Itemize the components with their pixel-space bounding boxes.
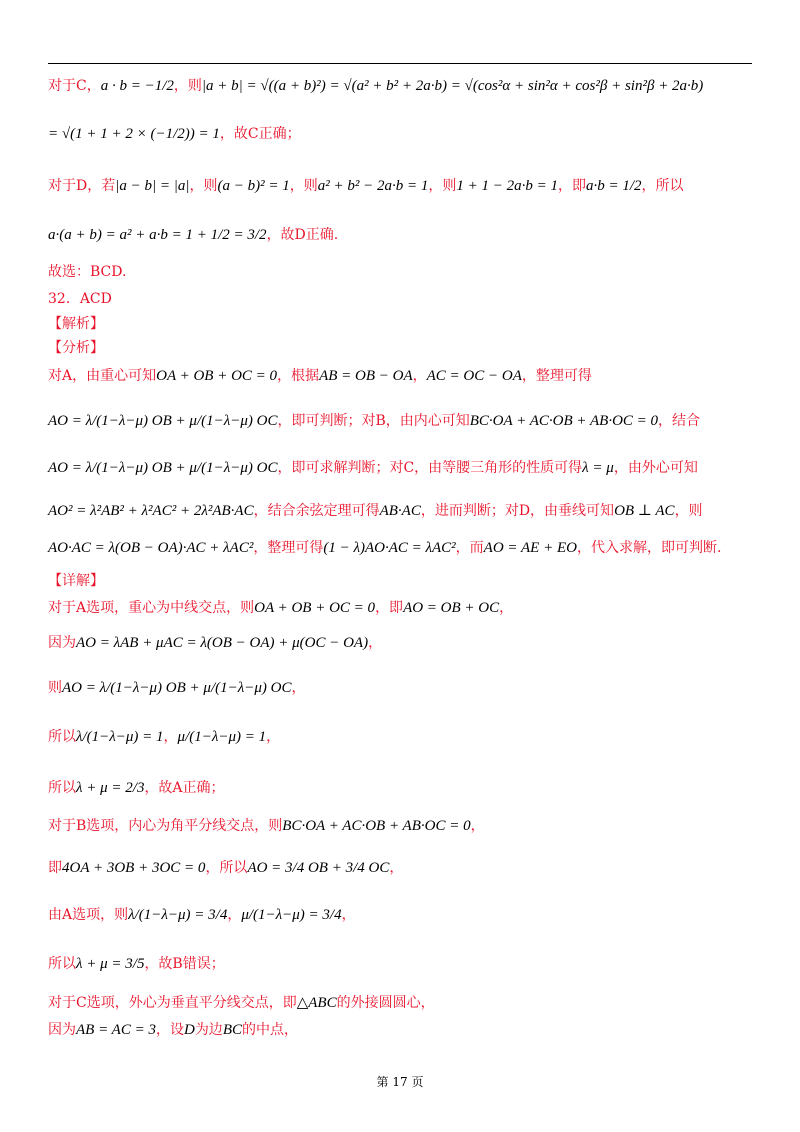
detail-line-c1 xyxy=(48,993,435,1013)
detail-line-b1 xyxy=(48,816,485,836)
section-fenxi xyxy=(48,338,104,358)
math: AO = λAB + μAC = λ(OB − OA) + μ(OC − OA) xyxy=(76,635,369,651)
text: 对于C选项，外心为垂直平分线交点，即 xyxy=(48,995,297,1011)
detail-line-a1 xyxy=(48,598,513,618)
text: ， xyxy=(470,818,485,834)
text: ，即 xyxy=(557,178,586,194)
math: BC xyxy=(222,1022,242,1038)
text: ， xyxy=(266,729,281,745)
text: 对于D，若 xyxy=(48,178,116,194)
text: ，故D正确. xyxy=(266,227,339,243)
analysis-line-d xyxy=(48,538,721,558)
text: ， xyxy=(389,860,404,876)
text: ，由外心可知 xyxy=(613,460,698,476)
math: AO = λ/(1−λ−μ) OB + μ/(1−λ−μ) OC xyxy=(48,413,278,429)
text: ，则 xyxy=(428,178,457,194)
text: ，所以 xyxy=(205,860,248,876)
math: λ/(1−λ−μ) = 1 xyxy=(76,729,164,745)
math: BC·OA + AC·OB + AB·OC = 0 xyxy=(282,818,471,834)
math: AO² = λ²AB² + λ²AC² + 2λ²AB·AC xyxy=(48,503,254,519)
math: OB ⊥ AC xyxy=(614,503,675,519)
math: = √(1 + 1 + 2 × (−1/2)) = 1 xyxy=(48,126,220,142)
math: AB = AC = 3 xyxy=(76,1022,156,1038)
text: 为边 xyxy=(194,1022,223,1038)
text: ，则 xyxy=(189,178,218,194)
text: ， xyxy=(227,907,242,923)
text: 所以 xyxy=(48,729,76,745)
math: λ + μ = 3/5 xyxy=(76,956,145,972)
math: AB·AC xyxy=(379,503,421,519)
text: 【解析】 xyxy=(48,316,104,332)
text: 由A选项，则 xyxy=(48,907,129,923)
math: OA + OB + OC = 0 xyxy=(156,368,278,384)
math: μ/(1−λ−μ) = 1 xyxy=(177,729,267,745)
section-jiexi xyxy=(48,314,104,334)
math: AO = λ/(1−λ−μ) OB + μ/(1−λ−μ) OC xyxy=(48,460,278,476)
math: λ/(1−λ−μ) = 3/4 xyxy=(128,907,228,923)
text: ，则 xyxy=(674,503,703,519)
solution-line-c-result xyxy=(48,124,301,144)
math: μ/(1−λ−μ) = 3/4 xyxy=(241,907,342,923)
math: a² + b² − 2a·b = 1 xyxy=(317,178,429,194)
math: a·(a + b) = a² + a·b = 1 + 1/2 = 3/2 xyxy=(48,227,267,243)
text: ，而 xyxy=(455,540,484,556)
text: 的中点， xyxy=(241,1022,298,1038)
detail-line-b2 xyxy=(48,858,403,878)
text: 【详解】 xyxy=(48,573,104,589)
text: ，即 xyxy=(375,600,404,616)
text: ，故C正确； xyxy=(219,126,301,142)
text: ，即可判断；对B，由内心可知 xyxy=(277,413,470,429)
math: |a + b| = √((a + b)²) = √(a² + b² + 2a·b) = √(cos²α + sin²α + cos²β + sin²β + 2a·b) xyxy=(201,78,704,94)
text: 对于A选项，重心为中线交点，则 xyxy=(48,600,255,616)
solution-line-d-result xyxy=(48,225,338,245)
math: AB = OB − OA xyxy=(319,368,413,384)
text: ， xyxy=(368,635,383,651)
solution-line-c xyxy=(48,76,703,96)
math: AO = 3/4 OB + 3/4 OC xyxy=(247,860,390,876)
math: AO = OB + OC xyxy=(403,600,500,616)
answer-line xyxy=(48,262,126,282)
math: |a − b| = |a| xyxy=(115,178,190,194)
math: 1 + 1 − 2a·b = 1 xyxy=(456,178,558,194)
header-rule xyxy=(48,63,752,64)
text: 所以 xyxy=(48,780,76,796)
text: ，进而判断；对D，由垂线可知 xyxy=(420,503,615,519)
math: 4OA + 3OB + 3OC = 0 xyxy=(62,860,206,876)
analysis-line-c2 xyxy=(48,501,703,521)
math: AO·AC = λ(OB − OA)·AC + λAC² xyxy=(48,540,254,556)
page-number: 第 17 页 xyxy=(376,1075,424,1089)
text: ，设 xyxy=(155,1022,184,1038)
solution-line-d xyxy=(48,176,684,196)
text: ，代入求解，即可判断. xyxy=(576,540,722,556)
text: 的外接圆圆心， xyxy=(336,995,435,1011)
text: ， xyxy=(499,600,514,616)
detail-line-b3 xyxy=(48,905,356,925)
math: AO = AE + EO xyxy=(483,540,577,556)
detail-line-a3 xyxy=(48,678,305,698)
text: 32．ACD xyxy=(48,291,112,307)
section-xiangjie xyxy=(48,571,104,591)
text: 所以 xyxy=(48,956,76,972)
math: AO = λ/(1−λ−μ) OB + μ/(1−λ−μ) OC xyxy=(62,680,292,696)
detail-line-c2 xyxy=(48,1020,298,1040)
text: ，故B错误； xyxy=(144,956,225,972)
text: ，故A正确； xyxy=(144,780,225,796)
text: ，根据 xyxy=(277,368,320,384)
detail-line-a4 xyxy=(48,727,280,747)
text: ， xyxy=(163,729,178,745)
text: ， xyxy=(412,368,427,384)
text: 因为 xyxy=(48,1022,76,1038)
math: BC·OA + AC·OB + AB·OC = 0 xyxy=(469,413,659,429)
math: a · b = −1/2 xyxy=(100,78,174,94)
math: AC = OC − OA xyxy=(426,368,522,384)
text: 则 xyxy=(48,680,62,696)
text: ，所以 xyxy=(641,178,684,194)
text: ， xyxy=(341,907,356,923)
text: 对于B选项，内心为角平分线交点，则 xyxy=(48,818,283,834)
text: 对于C， xyxy=(48,78,101,94)
text: ， xyxy=(291,680,306,696)
detail-line-a5 xyxy=(48,778,225,798)
detail-line-a2 xyxy=(48,633,382,653)
math: (1 − λ)AO·AC = λAC² xyxy=(323,540,456,556)
detail-line-b4 xyxy=(48,954,225,974)
text: 因为 xyxy=(48,635,76,651)
text: ，整理可得 xyxy=(521,368,592,384)
analysis-line-a xyxy=(48,366,592,386)
text: ，则 xyxy=(289,178,318,194)
analysis-line-b xyxy=(48,411,700,431)
math: OA + OB + OC = 0 xyxy=(254,600,376,616)
math: λ = μ xyxy=(582,460,614,476)
text: ，结合余弦定理可得 xyxy=(253,503,380,519)
math: a·b = 1/2 xyxy=(585,178,642,194)
text: 故选：BCD. xyxy=(48,264,127,280)
text: ，整理可得 xyxy=(253,540,324,556)
text: ，即可求解判断；对C，由等腰三角形的性质可得 xyxy=(277,460,583,476)
text: ，结合 xyxy=(658,413,701,429)
text: 【分析】 xyxy=(48,340,104,356)
math: λ + μ = 2/3 xyxy=(76,780,145,796)
math: (a − b)² = 1 xyxy=(217,178,290,194)
text: ，则 xyxy=(173,78,202,94)
text: 对A，由重心可知 xyxy=(48,368,157,384)
question-number xyxy=(48,289,112,309)
text: 即 xyxy=(48,860,62,876)
math: △ABC xyxy=(296,995,337,1011)
math: D xyxy=(183,1022,195,1038)
analysis-line-c xyxy=(48,458,698,478)
